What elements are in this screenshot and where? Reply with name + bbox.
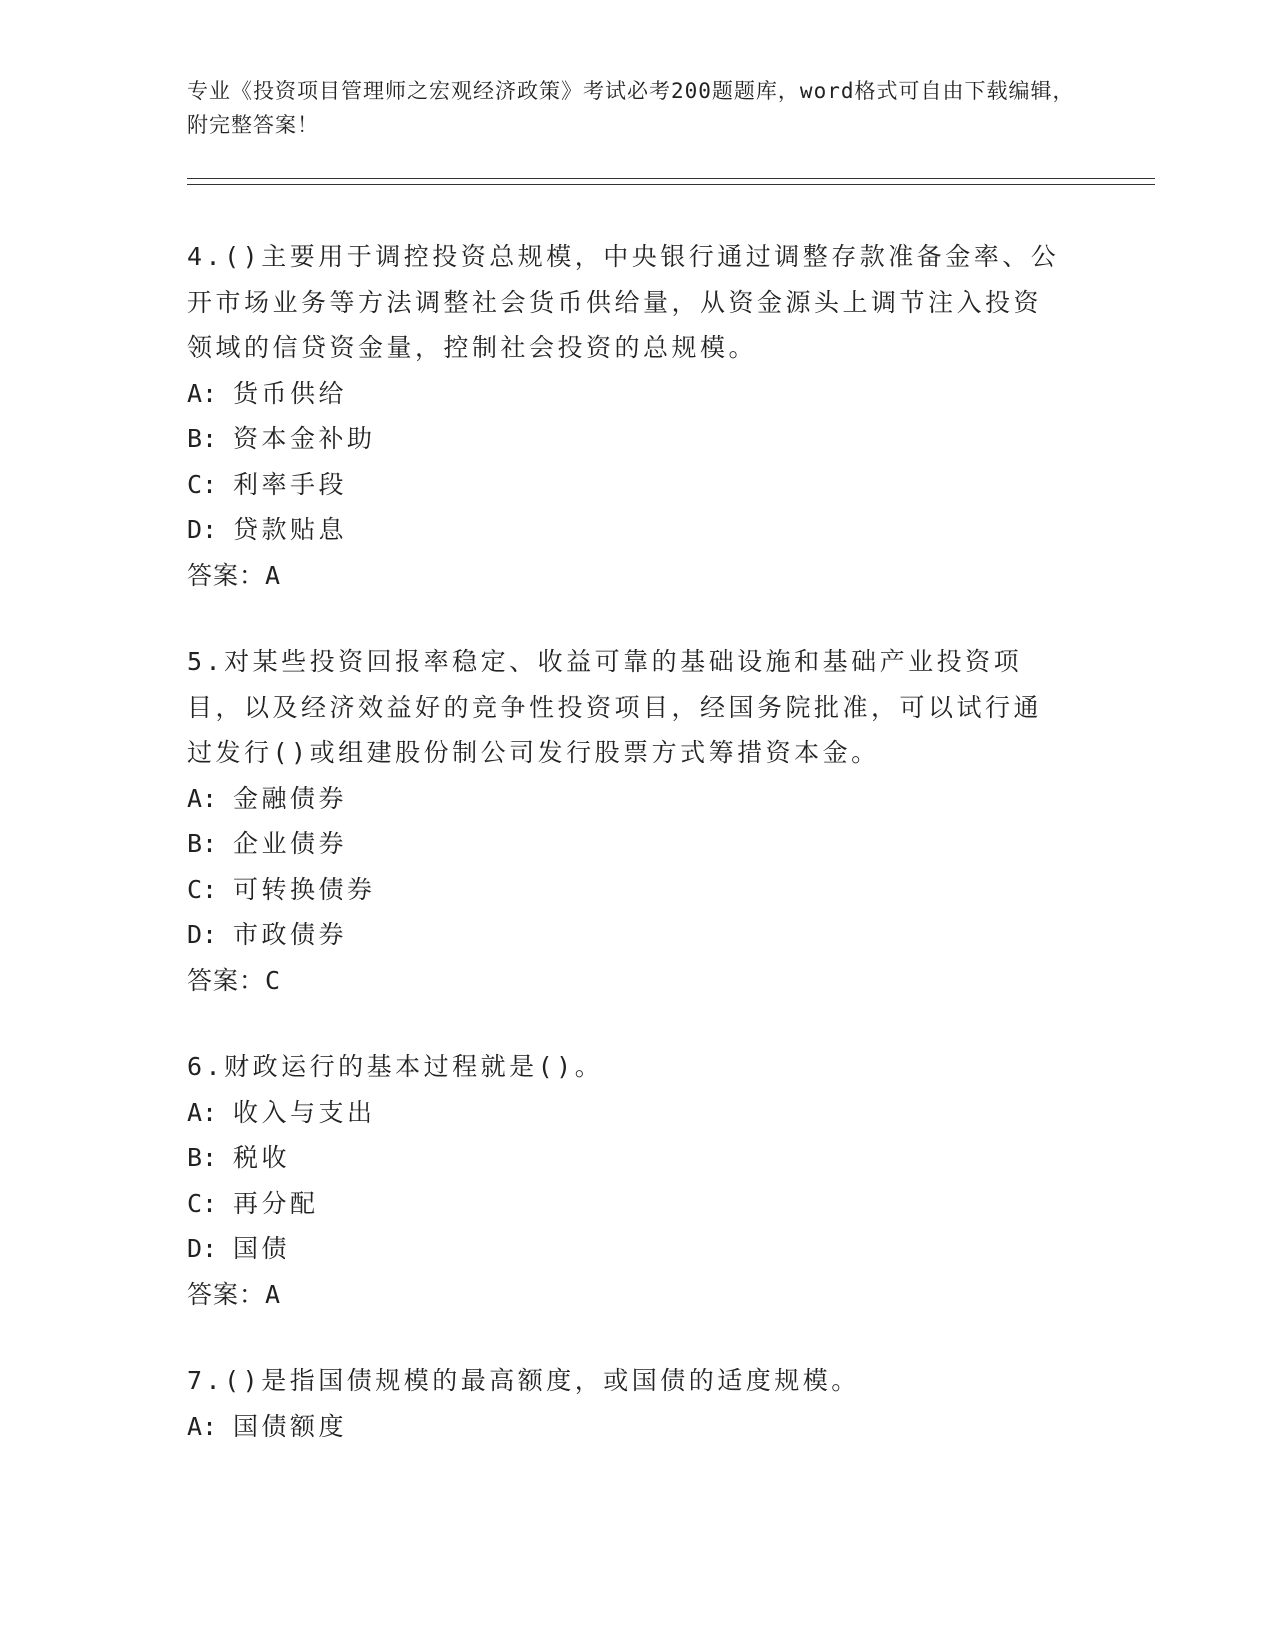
option-key: A:: [187, 1411, 218, 1441]
option-key: D:: [187, 1234, 218, 1263]
option-text: 可转换债券: [233, 874, 376, 904]
question-stem: 4.()主要用于调控投资总规模，中央银行通过调整存款准备金率、公开市场业务等方法调整社会货币供给量，从资金源头上调节注入投资领域的信贷资金量，控制社会投资的总规模。: [187, 242, 1060, 362]
question-stem: 5.对某些投资回报率稳定、收益可靠的基础设施和基础产业投资项目，以及经济效益好的竞争性投资项目，经国务院批准，可以试行通过发行()或组建股份制公司发行股票方式筹措资本金。: [187, 647, 1043, 767]
option-c: [187, 1181, 1067, 1227]
option-a: [187, 371, 1067, 417]
question-stem: 7.()是指国债规模的最高额度，或国债的适度规模。: [187, 1366, 860, 1395]
option-text: 再分配: [233, 1188, 319, 1218]
answer-label: 答案：: [187, 965, 266, 995]
header-divider: [187, 178, 1155, 185]
option-key: B:: [187, 1143, 218, 1172]
option-text: 贷款贴息: [233, 515, 348, 544]
question-item: [187, 639, 1067, 1003]
option-key: C:: [187, 469, 218, 499]
option-d: [187, 912, 1067, 958]
option-d: [187, 507, 1067, 553]
question-item: [187, 1044, 1067, 1317]
option-text: 国债额度: [233, 1411, 348, 1441]
option-text: 税收: [233, 1143, 291, 1172]
option-text: 货币供给: [233, 378, 348, 408]
answer-value: A: [265, 560, 282, 590]
option-text: 利率手段: [233, 469, 348, 499]
option-key: A:: [187, 783, 218, 813]
option-key: D:: [187, 920, 218, 949]
option-b: [187, 416, 1067, 462]
answer-line: [187, 1272, 1067, 1318]
question-stem: 6.财政运行的基本过程就是()。: [187, 1052, 604, 1081]
option-text: 收入与支出: [233, 1097, 376, 1127]
answer-line: [187, 958, 1067, 1004]
option-text: 国债: [233, 1234, 291, 1263]
option-b: [187, 1135, 1067, 1181]
option-key: D:: [187, 515, 218, 544]
option-c: [187, 867, 1067, 913]
option-text: 金融债券: [233, 783, 348, 813]
answer-label: 答案：: [187, 560, 266, 590]
document-header: 专业《投资项目管理师之宏观经济政策》考试必考200题题库，word格式可自由下载编辑，附完整答案！: [187, 79, 1075, 137]
option-key: A:: [187, 378, 218, 408]
question-item: [187, 1358, 1067, 1449]
option-text: 市政债券: [233, 920, 348, 949]
option-a: [187, 1090, 1067, 1136]
answer-value: A: [265, 1279, 282, 1309]
option-key: C:: [187, 1188, 218, 1218]
option-b: [187, 821, 1067, 867]
question-item: [187, 234, 1067, 598]
option-key: B:: [187, 424, 218, 453]
option-key: B:: [187, 829, 218, 858]
option-d: [187, 1226, 1067, 1272]
answer-label: 答案：: [187, 1279, 266, 1309]
answer-value: C: [265, 965, 282, 995]
option-a: [187, 776, 1067, 822]
answer-line: [187, 553, 1067, 599]
option-a: [187, 1404, 1067, 1450]
option-key: C:: [187, 874, 218, 904]
option-c: [187, 462, 1067, 508]
option-text: 资本金补助: [233, 424, 376, 453]
option-key: A:: [187, 1097, 218, 1127]
question-list: [187, 234, 1067, 1490]
option-text: 企业债券: [233, 829, 348, 858]
